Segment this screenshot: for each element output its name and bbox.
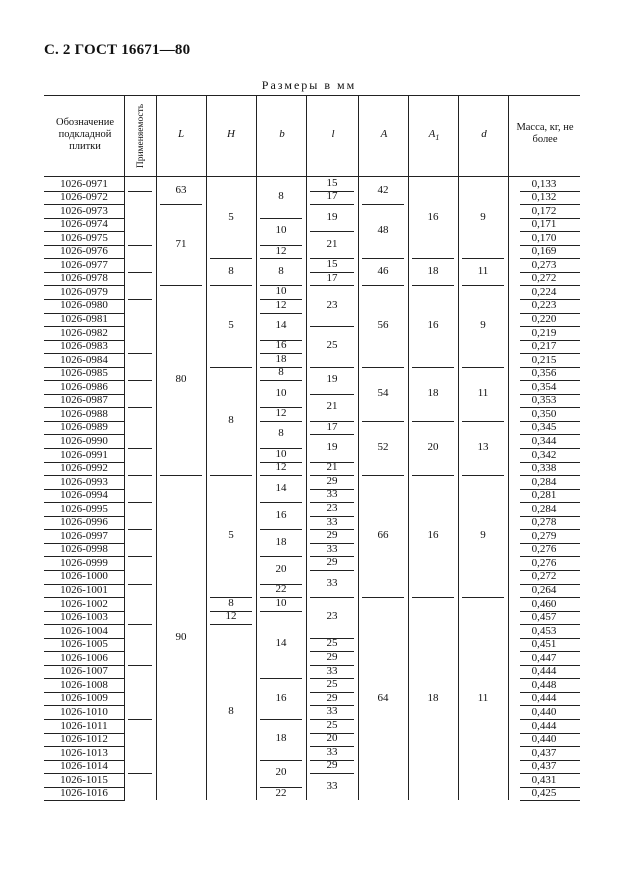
applicability-line — [128, 475, 152, 476]
mass-cell: 0,219 — [531, 326, 557, 339]
mass-cell: 0,171 — [531, 218, 557, 231]
code-cell: 1026-0985 — [60, 367, 108, 380]
applicability-line — [128, 448, 152, 449]
column-line — [206, 95, 207, 800]
code-cell: 1026-0971 — [60, 177, 108, 190]
span-line — [160, 475, 202, 476]
span-line — [412, 421, 454, 422]
code-cell: 1026-0991 — [60, 448, 108, 461]
code-cell: 1026-1012 — [60, 733, 108, 746]
mass-cell: 0,437 — [531, 760, 557, 773]
mass-cell: 0,284 — [531, 502, 557, 515]
cell-b: 8 — [278, 427, 284, 440]
code-cell: 1026-0989 — [60, 421, 108, 434]
code-cell: 1026-0987 — [60, 394, 108, 407]
span-line — [310, 231, 354, 232]
span-line — [210, 258, 252, 259]
code-cell: 1026-0998 — [60, 543, 108, 556]
mass-cell: 0,453 — [531, 624, 557, 637]
span-line — [310, 570, 354, 571]
cell-A: 64 — [377, 691, 389, 704]
cell-b: 8 — [278, 366, 284, 379]
cell-b: 8 — [278, 190, 284, 203]
code-cell: 1026-1010 — [60, 705, 108, 718]
mass-cell: 0,133 — [531, 177, 557, 190]
mass-cell: 0,272 — [531, 272, 557, 285]
cell-d: 9 — [480, 210, 486, 223]
mass-cell: 0,460 — [531, 597, 557, 610]
header-A1-subscript: 1 — [435, 133, 440, 143]
mass-cell: 0,132 — [531, 191, 557, 204]
span-line — [260, 719, 302, 720]
code-cell: 1026-0982 — [60, 326, 108, 339]
span-line — [462, 367, 504, 368]
cell-d: 13 — [477, 441, 489, 453]
span-line — [362, 475, 404, 476]
cell-b: 12 — [275, 461, 287, 474]
cell-l: 21 — [326, 400, 338, 413]
code-cell: 1026-0972 — [60, 191, 108, 204]
cell-b: 10 — [275, 386, 287, 399]
span-line — [160, 204, 202, 205]
span-line — [310, 434, 354, 435]
span-line — [160, 285, 202, 286]
header-A1 — [410, 128, 458, 144]
span-line — [362, 597, 404, 598]
cell-d: 9 — [480, 319, 486, 332]
cell-b: 10 — [275, 596, 287, 609]
span-line — [310, 597, 354, 598]
mass-cell: 0,278 — [531, 516, 557, 529]
cell-L: 90 — [175, 630, 187, 643]
mass-cell: 0,276 — [531, 556, 557, 569]
cell-l: 15 — [326, 258, 338, 271]
cell-l: 15 — [326, 176, 338, 189]
mass-cell: 0,281 — [531, 489, 557, 502]
span-line — [462, 421, 504, 422]
code-cell: 1026-0973 — [60, 204, 108, 217]
column-line — [124, 800, 125, 801]
cell-L: 71 — [175, 237, 187, 250]
code-cell: 1026-0993 — [60, 475, 108, 488]
cell-b: 8 — [278, 264, 284, 277]
header-b: b — [279, 128, 285, 140]
cell-l: 29 — [326, 556, 338, 569]
cell-H: 8 — [228, 596, 234, 609]
row-line — [520, 800, 580, 801]
code-cell: 1026-0996 — [60, 516, 108, 529]
mass-cell: 0,338 — [531, 462, 557, 475]
cell-l: 33 — [326, 542, 338, 555]
mass-cell: 0,431 — [531, 773, 557, 786]
mass-cell: 0,353 — [531, 394, 557, 407]
span-line — [362, 258, 404, 259]
header-A: A — [380, 128, 388, 140]
code-cell: 1026-1016 — [60, 787, 108, 800]
code-cell: 1026-1000 — [60, 570, 108, 583]
cell-b: 22 — [275, 583, 287, 596]
applicability-line — [128, 584, 152, 585]
code-cell: 1026-1003 — [60, 611, 108, 624]
cell-l: 29 — [326, 691, 338, 704]
cell-d: 11 — [477, 691, 489, 704]
cell-l: 23 — [326, 298, 338, 311]
span-line — [462, 475, 504, 476]
span-line — [362, 204, 404, 205]
code-cell: 1026-1015 — [60, 773, 108, 786]
code-cell: 1026-0990 — [60, 434, 108, 447]
code-cell: 1026-0992 — [60, 462, 108, 475]
applicability-line — [128, 556, 152, 557]
code-cell: 1026-1008 — [60, 678, 108, 691]
applicability-line — [128, 502, 152, 503]
span-line — [260, 475, 302, 476]
cell-A: 56 — [377, 319, 389, 332]
cell-l: 33 — [326, 515, 338, 528]
code-cell: 1026-1013 — [60, 746, 108, 759]
column-line — [156, 95, 157, 800]
header-mass: Масса, кг, не более — [516, 122, 574, 145]
code-cell: 1026-1011 — [60, 719, 108, 732]
cell-L: 80 — [175, 373, 187, 386]
cell-b: 10 — [275, 447, 287, 460]
mass-cell: 0,350 — [531, 407, 557, 420]
span-line — [210, 285, 252, 286]
applicability-line — [128, 773, 152, 774]
mass-cell: 0,425 — [531, 787, 557, 800]
mass-cell: 0,276 — [531, 543, 557, 556]
cell-l: 23 — [326, 610, 338, 623]
mass-cell: 0,272 — [531, 570, 557, 583]
header-code: Обозначение подкладной плитки — [55, 117, 115, 152]
cell-b: 16 — [275, 691, 287, 704]
code-cell: 1026-0980 — [60, 299, 108, 312]
mass-cell: 0,172 — [531, 204, 557, 217]
span-line — [260, 502, 302, 503]
span-line — [462, 258, 504, 259]
cell-l: 19 — [326, 373, 338, 386]
cell-b: 14 — [275, 319, 287, 332]
mass-cell: 0,215 — [531, 353, 557, 366]
cell-H: 8 — [228, 413, 234, 426]
span-line — [310, 367, 354, 368]
cell-l: 17 — [326, 190, 338, 203]
mass-cell: 0,342 — [531, 448, 557, 461]
cell-d: 11 — [477, 386, 489, 399]
code-cell: 1026-1006 — [60, 651, 108, 664]
cell-A: 42 — [377, 183, 389, 196]
span-line — [462, 285, 504, 286]
code-cell: 1026-0975 — [60, 231, 108, 244]
cell-l: 17 — [326, 271, 338, 284]
span-line — [310, 394, 354, 395]
cell-H: 8 — [228, 705, 234, 718]
span-line — [462, 597, 504, 598]
mass-cell: 0,451 — [531, 638, 557, 651]
cell-A: 48 — [377, 224, 389, 237]
span-line — [310, 204, 354, 205]
mass-cell: 0,169 — [531, 245, 557, 258]
cell-b: 10 — [275, 224, 287, 237]
cell-l: 33 — [326, 705, 338, 718]
span-line — [362, 421, 404, 422]
cell-b: 16 — [275, 339, 287, 352]
cell-l: 29 — [326, 474, 338, 487]
mass-cell: 0,224 — [531, 285, 557, 298]
span-line — [260, 218, 302, 219]
mass-cell: 0,356 — [531, 367, 557, 380]
cell-A1: 18 — [427, 386, 439, 399]
cell-A: 66 — [377, 529, 389, 542]
header-L: L — [177, 128, 185, 140]
mass-cell: 0,223 — [531, 299, 557, 312]
mass-cell: 0,440 — [531, 733, 557, 746]
mass-cell: 0,354 — [531, 380, 557, 393]
cell-l: 29 — [326, 651, 338, 664]
mass-cell: 0,444 — [531, 692, 557, 705]
cell-b: 12 — [275, 407, 287, 420]
span-line — [412, 475, 454, 476]
code-cell: 1026-0978 — [60, 272, 108, 285]
code-cell: 1026-0974 — [60, 218, 108, 231]
code-cell: 1026-0999 — [60, 556, 108, 569]
span-line — [412, 597, 454, 598]
applicability-line — [128, 353, 152, 354]
cell-l: 19 — [326, 210, 338, 223]
mass-cell: 0,344 — [531, 434, 557, 447]
code-cell: 1026-0986 — [60, 380, 108, 393]
span-line — [310, 326, 354, 327]
cell-l: 19 — [326, 441, 338, 453]
cell-A: 46 — [377, 264, 389, 277]
cell-H: 5 — [228, 319, 234, 332]
header-l: l — [331, 128, 335, 140]
cell-A1: 16 — [427, 210, 439, 223]
span-line — [362, 285, 404, 286]
cell-A1: 16 — [427, 319, 439, 332]
span-line — [260, 760, 302, 761]
cell-b: 22 — [275, 786, 287, 799]
cell-A1: 18 — [427, 691, 439, 704]
header-applicability: Применяемость — [136, 103, 146, 169]
code-cell: 1026-0976 — [60, 245, 108, 258]
span-line — [210, 367, 252, 368]
column-line — [124, 95, 125, 800]
span-line — [260, 678, 302, 679]
span-line — [260, 380, 302, 381]
code-cell: 1026-0997 — [60, 529, 108, 542]
header-H: H — [227, 128, 235, 140]
code-cell: 1026-0983 — [60, 340, 108, 353]
cell-A: 54 — [377, 386, 389, 399]
cell-H: 8 — [228, 264, 234, 277]
cell-d: 11 — [477, 264, 489, 277]
code-cell: 1026-0981 — [60, 313, 108, 325]
cell-L: 63 — [175, 183, 187, 196]
cell-b: 20 — [275, 562, 287, 575]
mass-cell: 0,345 — [531, 421, 557, 434]
span-line — [260, 258, 302, 259]
span-line — [412, 367, 454, 368]
applicability-line — [128, 191, 152, 192]
code-cell: 1026-1004 — [60, 624, 108, 637]
mass-cell: 0,444 — [531, 665, 557, 678]
cell-l: 21 — [326, 237, 338, 250]
mass-cell: 0,217 — [531, 340, 557, 353]
span-line — [260, 313, 302, 314]
cell-H: 12 — [225, 610, 237, 623]
applicability-line — [128, 272, 152, 273]
table-caption: Размеры в мм — [261, 78, 357, 92]
code-cell: 1026-1014 — [60, 760, 108, 773]
cell-A: 52 — [377, 441, 389, 453]
mass-cell: 0,279 — [531, 529, 557, 542]
cell-A1: 18 — [427, 264, 439, 277]
cell-H: 5 — [228, 529, 234, 542]
mass-cell: 0,448 — [531, 678, 557, 691]
applicability-line — [128, 624, 152, 625]
header-A1-letter: A — [428, 128, 436, 140]
span-line — [362, 367, 404, 368]
mass-cell: 0,170 — [531, 231, 557, 244]
cell-A1: 16 — [427, 529, 439, 542]
row-line — [44, 800, 124, 801]
cell-l: 33 — [326, 779, 338, 792]
cell-b: 14 — [275, 637, 287, 650]
code-cell: 1026-1007 — [60, 665, 108, 678]
mass-cell: 0,220 — [531, 313, 557, 325]
span-line — [210, 624, 252, 625]
cell-l: 33 — [326, 576, 338, 589]
cell-b: 12 — [275, 244, 287, 257]
mass-cell: 0,444 — [531, 719, 557, 732]
mass-cell: 0,437 — [531, 746, 557, 759]
cell-b: 18 — [275, 352, 287, 365]
mass-cell: 0,457 — [531, 611, 557, 624]
code-cell: 1026-1009 — [60, 692, 108, 705]
mass-cell: 0,273 — [531, 258, 557, 271]
cell-b: 16 — [275, 508, 287, 521]
cell-d: 9 — [480, 529, 486, 542]
cell-b: 14 — [275, 481, 287, 494]
span-line — [210, 475, 252, 476]
applicability-line — [128, 719, 152, 720]
cell-b: 12 — [275, 298, 287, 311]
cell-l: 25 — [326, 678, 338, 691]
code-cell: 1026-0994 — [60, 489, 108, 502]
cell-l: 23 — [326, 501, 338, 514]
span-line — [310, 285, 354, 286]
span-line — [260, 611, 302, 612]
span-line — [310, 773, 354, 774]
applicability-line — [128, 529, 152, 530]
code-cell: 1026-0984 — [60, 353, 108, 366]
cell-l: 25 — [326, 637, 338, 650]
code-cell: 1026-1001 — [60, 584, 108, 596]
cell-A1: 20 — [427, 441, 439, 453]
applicability-line — [128, 665, 152, 666]
code-cell: 1026-0977 — [60, 258, 108, 271]
cell-l: 17 — [326, 420, 338, 433]
page-header: С. 2 ГОСТ 16671—80 — [44, 42, 191, 58]
code-cell: 1026-0995 — [60, 502, 108, 515]
applicability-line — [128, 245, 152, 246]
cell-b: 10 — [275, 285, 287, 298]
applicability-line — [128, 407, 152, 408]
cell-l: 33 — [326, 664, 338, 677]
cell-l: 25 — [326, 339, 338, 352]
span-line — [260, 556, 302, 557]
applicability-line — [128, 380, 152, 381]
cell-l: 33 — [326, 745, 338, 758]
mass-cell: 0,447 — [531, 651, 557, 664]
mass-cell: 0,440 — [531, 705, 557, 718]
cell-l: 29 — [326, 529, 338, 542]
applicability-line — [128, 299, 152, 300]
cell-H: 5 — [228, 210, 234, 223]
cell-l: 25 — [326, 718, 338, 731]
span-line — [260, 529, 302, 530]
code-cell: 1026-0979 — [60, 285, 108, 298]
span-line — [260, 421, 302, 422]
cell-b: 18 — [275, 535, 287, 548]
cell-b: 18 — [275, 732, 287, 745]
span-line — [412, 258, 454, 259]
code-cell: 1026-1002 — [60, 597, 108, 610]
mass-cell: 0,264 — [531, 584, 557, 596]
cell-l: 21 — [326, 461, 338, 474]
code-cell: 1026-0988 — [60, 407, 108, 420]
cell-l: 33 — [326, 488, 338, 501]
cell-l: 29 — [326, 759, 338, 772]
mass-cell: 0,284 — [531, 475, 557, 488]
cell-b: 20 — [275, 766, 287, 779]
span-line — [412, 285, 454, 286]
code-cell: 1026-1005 — [60, 638, 108, 651]
header-d: d — [481, 128, 487, 140]
cell-l: 20 — [326, 732, 338, 745]
